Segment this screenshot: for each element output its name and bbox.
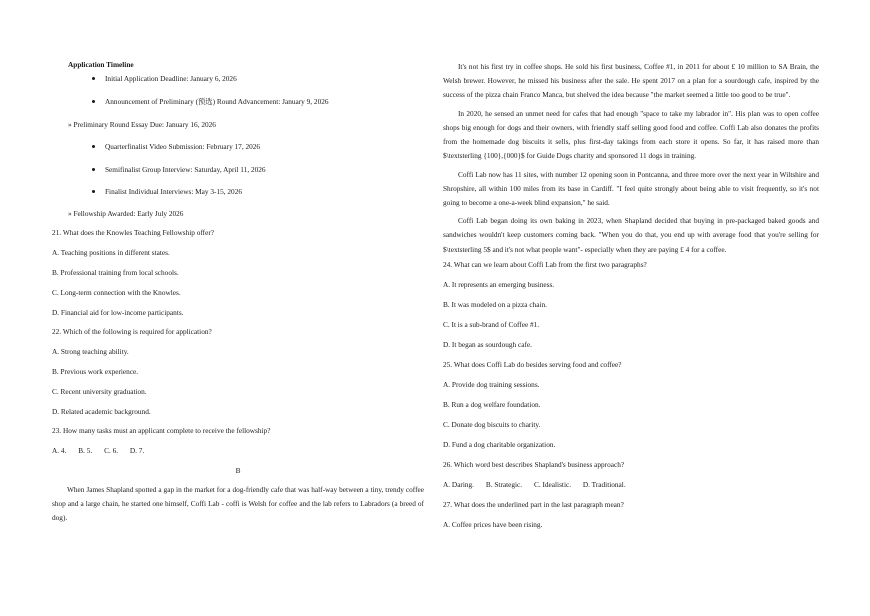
section-b-label: B bbox=[235, 466, 241, 475]
question-23-options bbox=[52, 446, 424, 466]
question-23-option-a: A. 4. bbox=[52, 446, 67, 455]
left-column bbox=[52, 60, 424, 526]
passage-paragraph-1: It's not his first try in coffee shops. He sold his first business, Coffee #1, in 2011 for about £ 10 million to SA Brain, the Welsh brewer. However, he missed his business after the sale. He spent 2017 on a plan for a sourdough cafe, inspired by the success of the pizza chain Franco Manca, but shelved the idea because "the market seemed a little too good to be true". bbox=[443, 62, 819, 100]
question-24-option-b: B. It was modeled on a pizza chain. bbox=[443, 299, 547, 309]
timeline-item-plain: » Fellowship Awarded: Early July 2026 bbox=[68, 209, 184, 218]
question-24-option-c: C. It is a sub-brand of Coffee #1. bbox=[443, 319, 540, 329]
question-27-stem: 27. What does the underlined part in the last paragraph mean? bbox=[443, 499, 624, 509]
question-23-stem: 23. How many tasks must an applicant complete to receive the fellowship? bbox=[52, 426, 271, 435]
question-21-option-d: D. Financial aid for low-income participants. bbox=[52, 308, 184, 317]
question-22-option-b: B. Previous work experience. bbox=[52, 367, 139, 376]
question-21-stem: 21. What does the Knowles Teaching Fellowship offer? bbox=[52, 228, 215, 237]
question-26-option-b: B. Strategic. bbox=[485, 479, 523, 489]
question-25-option-a: A. Provide dog training sessions. bbox=[443, 379, 540, 389]
question-27-option-a: A. Coffee prices have been rising. bbox=[443, 519, 543, 529]
question-24-option-d: D. It began as sourdough cafe. bbox=[443, 339, 532, 349]
question-26-options bbox=[443, 480, 819, 500]
question-26-option-c: C. Idealistic. bbox=[533, 479, 572, 489]
passage-b-paragraph: When James Shapland spotted a gap in the market for a dog-friendly cafe that was half-way between a tiny, trendy coffee shop and a large chain, he started one himself, Coffi Lab - coffi is Welsh for coffee and the lab refers to Labradors (a breed of dog). bbox=[52, 485, 424, 523]
question-22-option-a: A. Strong teaching ability. bbox=[52, 347, 129, 356]
timeline-item: Quarterfinalist Video Submission: February 17, 2026 bbox=[52, 142, 424, 165]
passage-paragraph-2: In 2020, he sensed an unmet need for cafes that had enough "space to take my labrador in". His plan was to open coffee shops big enough for dogs and their owners, with friendly staff selling good food and coffee. Coffi Lab also donates the profits from the homemade dog biscuits it sells, plus first-day takings from each store it opens. So far, it has raised more than $\textsterling {100},{000}$ for Guide Dogs charity and sponsored 11 dogs in training. bbox=[443, 108, 819, 161]
question-24-stem: 24. What can we learn about Coffi Lab from the first two paragraphs? bbox=[443, 259, 647, 269]
question-23-option-b: B. 5. bbox=[78, 446, 93, 455]
question-22-option-c: C. Recent university graduation. bbox=[52, 387, 147, 396]
question-26-stem: 26. Which word best describes Shapland's business approach? bbox=[443, 459, 625, 469]
question-23-option-d: D. 7. bbox=[129, 446, 145, 455]
question-21-option-a: A. Teaching positions in different states. bbox=[52, 248, 170, 257]
passage-paragraph-3: Coffi Lab now has 11 sites, with number 12 opening soon in Pontcanna, and three more over the next year in Wiltshire and Shropshire, all within 100 miles from its base in Cardiff. "I feel quite strongly about being able to visit frequently, so it's not going to become a one-a-week blind expansion," he said. bbox=[443, 169, 819, 207]
timeline-item: Initial Application Deadline: January 6, 2026 bbox=[52, 74, 424, 97]
right-column bbox=[443, 60, 819, 540]
question-21-option-c: C. Long-term connection with the Knowles. bbox=[52, 288, 181, 297]
question-25-option-b: B. Run a dog welfare foundation. bbox=[443, 399, 541, 409]
timeline-item-plain: » Preliminary Round Essay Due: January 16, 2026 bbox=[68, 120, 216, 129]
question-23-option-c: C. 6. bbox=[104, 446, 119, 455]
timeline-heading: Application Timeline bbox=[68, 60, 134, 69]
question-25-option-c: C. Donate dog biscuits to charity. bbox=[443, 419, 541, 429]
passage-paragraph-4: Coffi Lab began doing its own baking in 2023, when Shapland decided that buying in pre-packaged baked goods and sandwiches wouldn't keep customers coming back. "When you do that, you end up with average food that you're selling for $\textsterling 5$ and it's not what people want"- especially when they are paying £ 4 for a coffee. bbox=[443, 216, 819, 254]
question-24-option-a: A. It represents an emerging business. bbox=[443, 279, 555, 289]
question-21-option-b: B. Professional training from local schools. bbox=[52, 268, 179, 277]
timeline-item: Semifinalist Group Interview: Saturday, April 11, 2026 bbox=[52, 165, 424, 187]
question-22-option-d: D. Related academic background. bbox=[52, 407, 151, 416]
question-22-stem: 22. Which of the following is required for application? bbox=[52, 327, 212, 336]
question-25-stem: 25. What does Coffi Lab do besides serving food and coffee? bbox=[443, 359, 622, 369]
timeline-item: Announcement of Preliminary (预选) Round Advancement: January 9, 2026 bbox=[52, 97, 424, 119]
question-25-option-d: D. Fund a dog charitable organization. bbox=[443, 439, 556, 449]
question-26-option-d: D. Traditional. bbox=[582, 479, 626, 489]
timeline-item: Finalist Individual Interviews: May 3-15, 2026 bbox=[52, 187, 424, 209]
question-26-option-a: A. Daring. bbox=[443, 479, 475, 489]
